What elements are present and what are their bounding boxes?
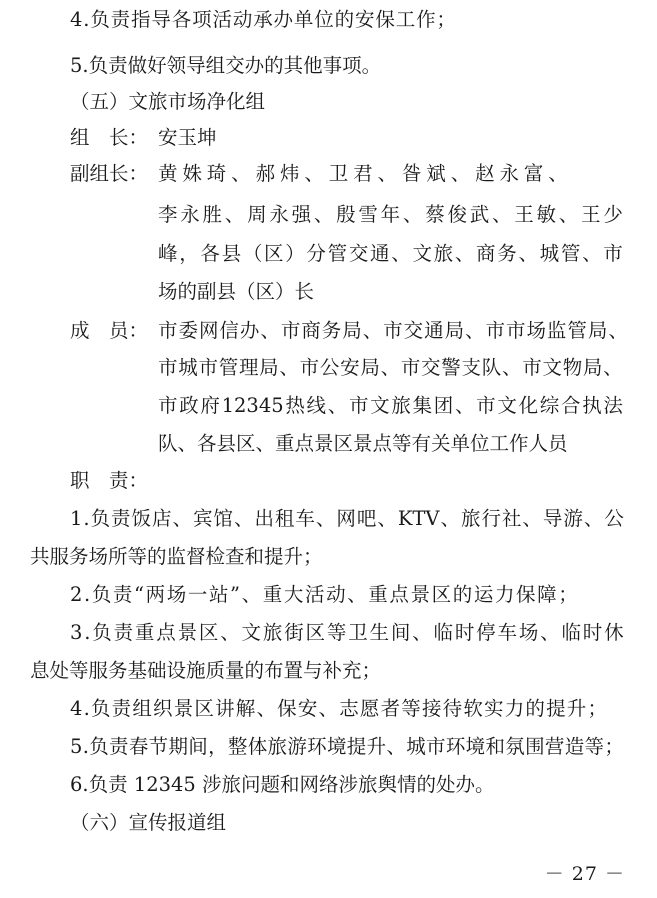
deputy-line-3: 峰 ， 各 县 （ 区 ） 分 管 交 通 、 文 旅 、 商 务 、 城 管 、 市	[158, 242, 623, 265]
member-line-2: 市 城 市 管 理 局 、 市 公 安 局 、 市 交 警 支 队 、 市 文 物 局 、	[158, 356, 623, 379]
deputy-line-2: 李 永 胜 、 周 永 强 、 殷 雪 年 、 蔡 俊 武 、 王 敏 、 王 少	[158, 203, 623, 226]
duty-item-5-other: 5.负责做好领导组交办的其他事项。	[70, 54, 382, 77]
leader-label: 组 长：	[70, 126, 149, 149]
duty-3-line-1: 3 . 负 责 重 点 景 区 、 文 旅 街 区 等 卫 生 间 、 临 时 停 车 场 、 临 时 休	[70, 621, 624, 644]
leader-name: 安玉坤	[158, 126, 217, 149]
deputy-line-4: 场的副县（区）长	[158, 280, 315, 303]
duty-4: 4 . 负 责 组 织 景 区 讲 解 、 保 安 、 志 愿 者 等 接 待 软 实 力 的 提 升 ；	[70, 697, 607, 720]
member-line-1: 市 委 网 信 办 、 市 商 务 局 、 市 交 通 局 、 市 市 场 监 管 局 、	[158, 319, 628, 342]
duty-5: 5 . 负 责 春 节 期 间 ， 整 体 旅 游 环 境 提 升 、 城 市 环 境 和 氛 围 营 造 等 ；	[70, 735, 624, 758]
section-6-heading: （六）宣传报道组	[70, 811, 227, 834]
section-5-heading: （五）文旅市场净化组	[70, 90, 266, 113]
member-line-4: 队、各县区、重点景区景点等有关单位工作人员	[158, 432, 568, 455]
duty-1-line-2: 共服务场所等的监督检查和提升；	[30, 545, 323, 568]
duty-item-4-security: 4 . 负 责 指 导 各 项 活 动 承 办 单 位 的 安 保 工 作 ；	[70, 8, 456, 31]
deputy-line-1: 黄 姝 琦 、 郝 炜 、 卫 君 、 昝 斌 、 赵 永 富 、	[158, 162, 568, 185]
member-line-3: 市 政 府 12345 热 线 、 市 文 旅 集 团 、 市 文 化 综 合 执 法	[158, 394, 623, 417]
duties-label: 职 责：	[70, 469, 149, 492]
duty-3-line-2: 息处等服务基础设施质量的布置与补充；	[30, 659, 382, 682]
page-number: － 27 －	[544, 863, 625, 885]
duty-2: 2 . 负 责 “ 两 场 一 站 ” 、 重 大 活 动 、 重 点 景 区 的 运 力 保 障 ；	[70, 583, 578, 606]
duty-1-line-1: 1 . 负 责 饭 店 、 宾 馆 、 出 租 车 、 网 吧 、 KTV 、 旅 行 社 、 导 游 、 公	[70, 507, 624, 530]
member-label: 成 员：	[70, 319, 149, 342]
duty-6: 6.负责 12345 涉旅问题和网络涉旅舆情的处办。	[70, 773, 495, 796]
deputy-label: 副组长：	[70, 162, 149, 185]
